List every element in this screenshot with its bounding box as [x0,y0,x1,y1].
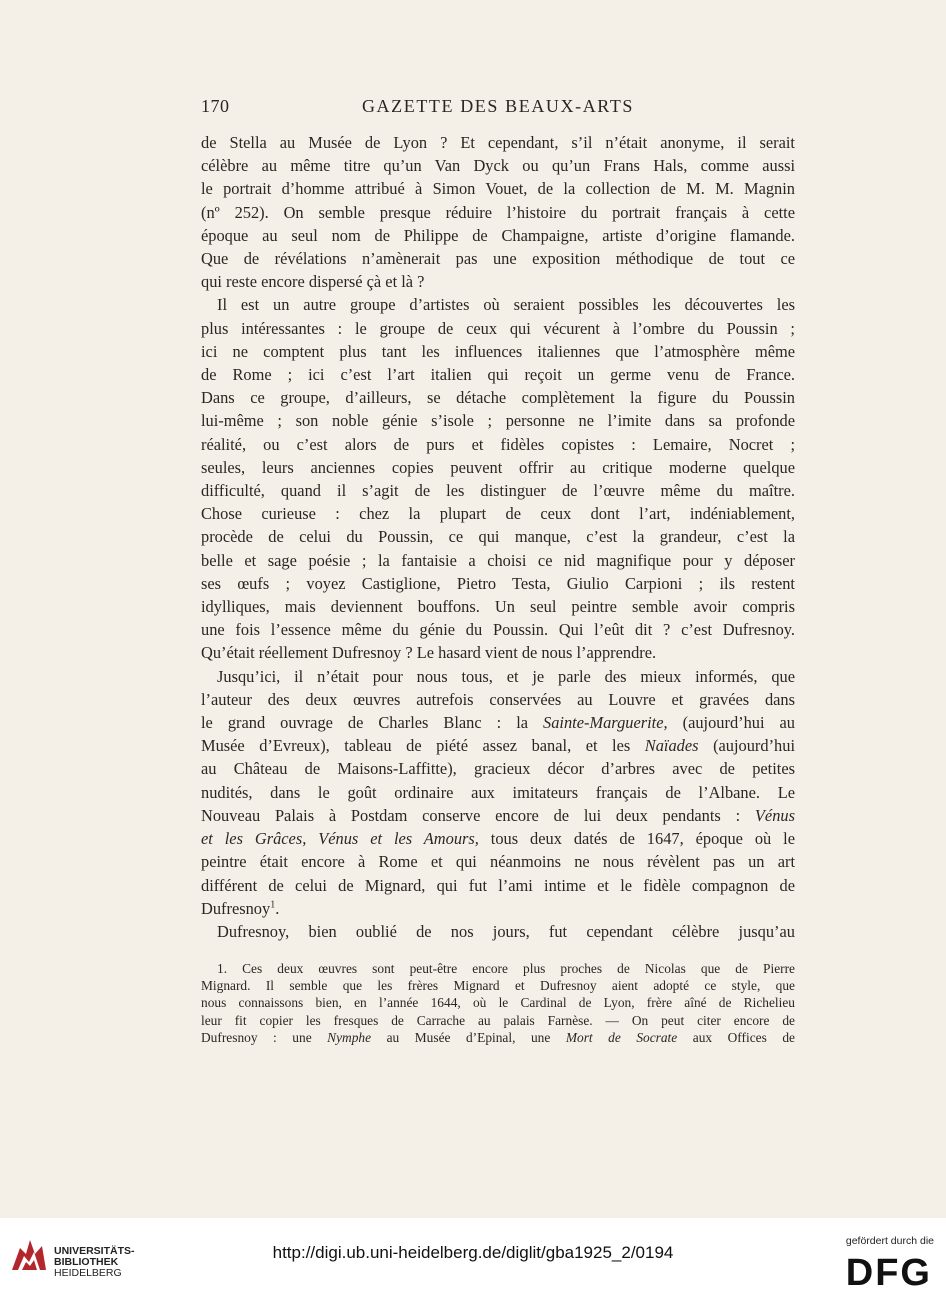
text-run: (aujourd’hui au [682,713,795,733]
text-line [201,897,795,920]
library-name-line: HEIDELBERG [54,1267,122,1279]
page-number: 170 [201,96,230,116]
text-line: idylliques, mais deviennent bouffons. Un seul peintre semble avoir compris [201,597,795,617]
text-line: seules, leurs anciennes copies peuvent offrir au critique moderne quelque [201,457,795,477]
dfg-logo: DFG [845,1252,932,1294]
text-run: Dufresnoy [201,898,271,918]
text-line [201,734,795,757]
text-line: époque au seul nom de Philippe de Champaigne, artiste d’origine flamande. [201,225,795,245]
text-line: Qu’était réellement Dufresnoy ? Le hasard vient de nous l’apprendre. [201,643,657,663]
text-line: (nº 252). On semble presque réduire l’histoire du portrait français à cette [201,202,795,222]
artwork-title: Sainte-Marguerite, [543,713,668,733]
text-line [201,711,795,734]
text-line: belle et sage poésie ; la fantaisie a choisi ce nid magnifique pour y déposer [201,550,795,570]
paragraph-2 [201,293,795,664]
text-line: ses œufs ; voyez Castiglione, Pietro Testa, Giulio Carpioni ; ils restent [201,573,795,593]
artwork-title: et les Grâces, Vénus et les Amours, [201,829,479,849]
text-run: tous deux datés de 1647, époque où le [490,829,795,849]
text-line: Dufresnoy, bien oublié de nos jours, fut cependant célèbre jusqu’au [217,921,795,941]
text-line: ici ne comptent plus tant les influences italiennes que l’atmosphère même [201,341,795,361]
text-run: le grand ouvrage de Charles Blanc : la [201,713,529,733]
text-line: au Château de Maisons-Laffitte), gracieux décor d’arbres avec de petites [201,759,795,779]
text-line: qui reste encore dispersé çà et là ? [201,272,425,292]
text-line: Que de révélations n’amènerait pas une exposition méthodique de tout ce [201,249,795,269]
text-line [201,804,795,827]
text-run: (aujourd’hui [713,736,795,756]
funder-caption: gefördert durch die [845,1235,934,1247]
page-header [201,96,795,122]
text-line: de Rome ; ici c’est l’art italien qui reçoit un germe venu de France. [201,365,795,385]
footnote-line: nous connaissons bien, en l’année 1644, où le Cardinal de Lyon, frère aîné de Richelieu [201,995,795,1011]
text-line: Dans ce groupe, d’ailleurs, se détache complètement la figure du Poussin [201,388,795,408]
text-line: difficulté, quand il s’agit de les distinguer de l’œuvre même du maître. [201,481,795,501]
text-line: nudités, dans le goût ordinaire aux imitateurs français de l’Albane. Le [201,782,795,802]
text-line: Il est un autre groupe d’artistes où seraient possibles les découvertes les [217,295,795,315]
library-name-line: UNIVERSITÄTS- [54,1245,135,1257]
text-run: Musée d’Evreux), tableau de piété assez banal, et les [201,736,631,756]
library-name-line: BIBLIOTHEK [54,1256,119,1268]
source-url[interactable]: http://digi.ub.uni-heidelberg.de/diglit/gba1925_2/0194 [272,1243,674,1262]
footnote-line: leur fit copier les fresques de Carrache au palais Farnèse. — On peut citer encore de [201,1012,795,1028]
artwork-title: Naïades [644,736,699,756]
running-title: GAZETTE DES BEAUX-ARTS [361,96,635,116]
paragraph-1 [201,131,795,293]
text-line: l’auteur des deux œuvres autrefois conservées au Louvre et gravées dans [201,689,795,709]
text-line: célèbre au même titre qu’un Van Dyck ou qu’un Frans Hals, comme aussi [201,156,795,176]
artwork-title: Nymphe [327,1029,372,1045]
paragraph-3 [201,665,795,920]
text-run: Dufresnoy : une [201,1029,312,1045]
artwork-title: Mort de Socrate [565,1029,678,1045]
text-run: au Musée d’Epinal, une [386,1029,551,1045]
text-line: plus intéressantes : le groupe de ceux qui vécurent à l’ombre du Poussin ; [201,318,795,338]
text-line: réalité, ou c’est alors de purs et fidèles copistes : Lemaire, Nocret ; [201,434,795,454]
artwork-title: Vénus [754,805,795,825]
text-line: une fois l’essence même du génie du Poussin. Qui l’eût dit ? c’est Dufresnoy. [201,620,795,640]
text-run: aux Offices de [692,1029,795,1045]
text-line: peintre était encore à Rome et qui néanmoins ne nous révèlent pas un art [201,852,795,872]
text-run: Nouveau Palais à Postdam conserve encore de lui deux pendants : [201,805,741,825]
text-line [201,827,795,850]
footnote-line: 1. Ces deux œuvres sont peut-être encore plus proches de Nicolas que de Pierre [217,961,795,976]
article-body [201,131,795,943]
footnote-line: Mignard. Il semble que les frères Mignard et Dufresnoy aient adopté ce style, que [201,978,795,994]
text-line: différent de celui de Mignard, qui fut l’ami intime et le fidèle compagnon de [201,875,795,895]
footnote-line [201,1029,795,1046]
text-line: de Stella au Musée de Lyon ? Et cependant, s’il n’était anonyme, il serait [201,133,795,152]
footnote-reference: 1 [270,899,276,911]
text-line: lui-même ; son noble génie s’isole ; personne ne l’imite dans sa profonde [201,411,795,431]
text-line: le portrait d’homme attribué à Simon Vouet, de la collection de M. M. Magnin [201,179,795,199]
text-line: Chose curieuse : chez la plupart de ceux dont l’art, indéniablement, [201,504,795,524]
text-line: Jusqu’ici, il n’était pour nous tous, et je parle des mieux informés, que [217,666,795,686]
text-line: procède de celui du Poussin, ce qui manque, c’est la grandeur, c’est la [201,527,795,547]
paragraph-4 [201,920,795,943]
text-run: . [275,898,280,918]
footnote-block [201,960,795,1046]
